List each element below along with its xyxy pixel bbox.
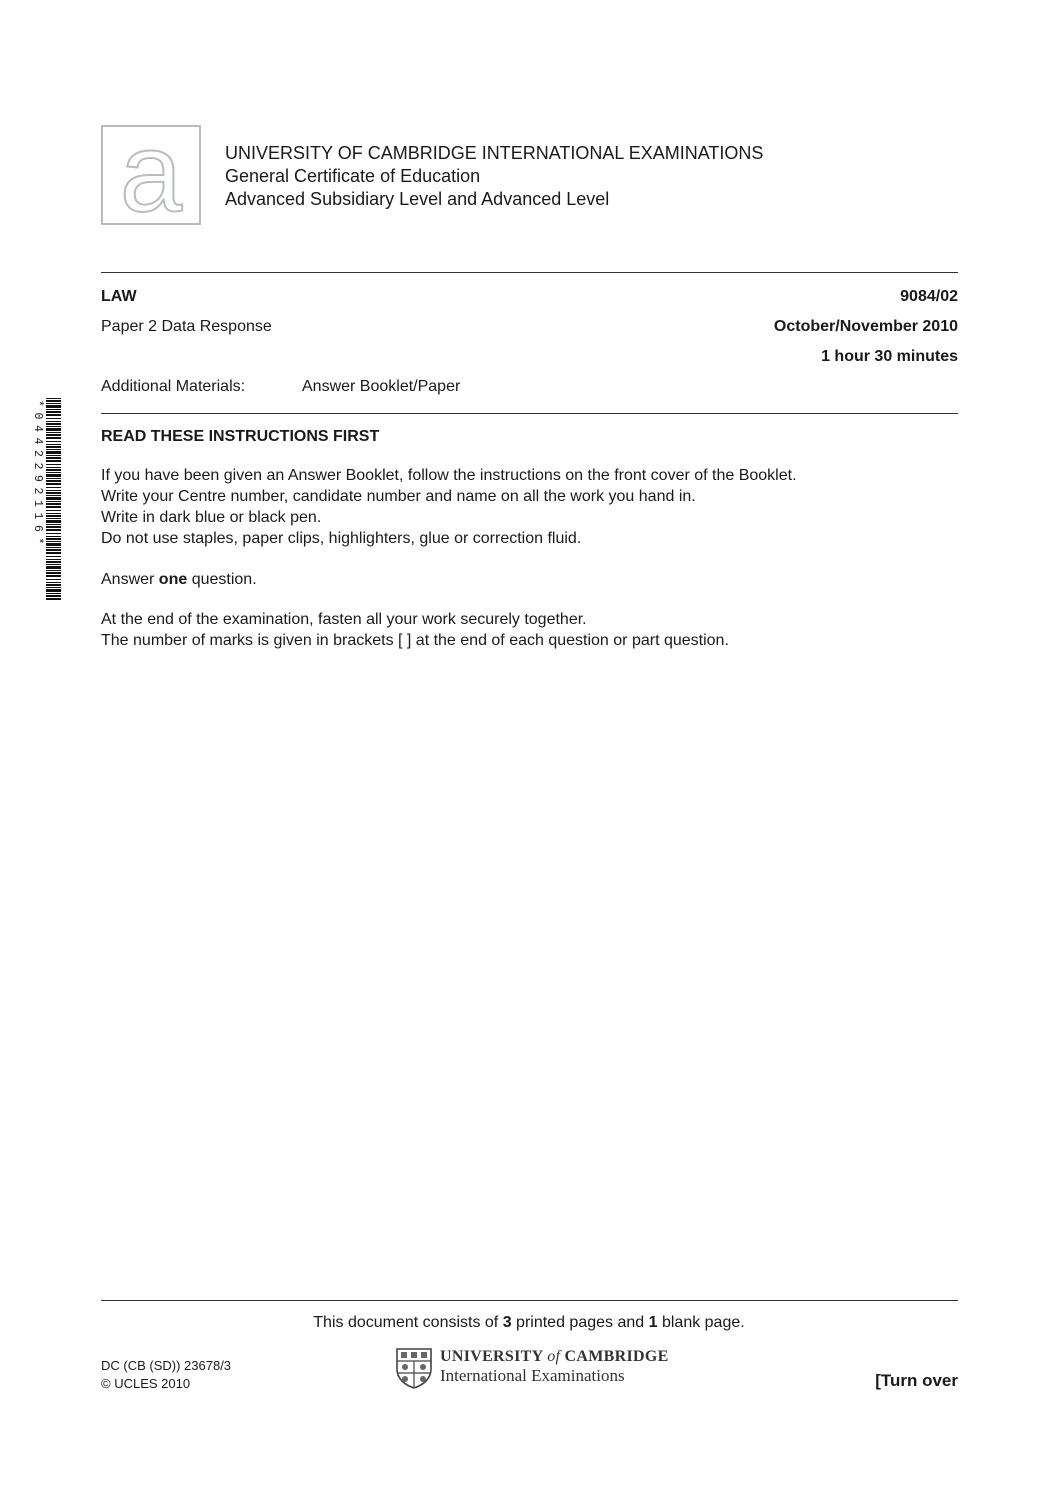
certificate-name: General Certificate of Education [225, 166, 481, 186]
barcode-bar [46, 543, 61, 546]
answer-pre: Answer [101, 571, 159, 588]
barcode-bar [46, 566, 61, 569]
answer-instruction [101, 569, 257, 590]
cie-logo [101, 110, 201, 235]
copyright-notice: © UCLES 2010 [101, 1376, 191, 1391]
barcode-bar [46, 467, 61, 468]
barcode-bar [46, 529, 61, 531]
barcode-bar [46, 495, 61, 496]
barcode-bar [46, 570, 61, 571]
instruction-line: Write in dark blue or black pen. [101, 509, 322, 526]
barcode-bar [46, 572, 61, 574]
barcode-bar [46, 515, 61, 517]
barcode-bar [46, 575, 61, 577]
instructions-list [101, 465, 797, 549]
barcode-bar [46, 541, 61, 542]
barcode-bar [46, 564, 61, 565]
barcode-bar [46, 492, 61, 494]
barcode-text: *0442292116* [31, 400, 44, 551]
end-instructions [101, 609, 729, 651]
level-name: Advanced Subsidiary Level and Advanced Level [225, 189, 610, 209]
institution-name: UNIVERSITY OF CAMBRIDGE INTERNATIONAL EXAMINATIONS [225, 143, 764, 163]
materials-label: Additional Materials: [101, 378, 246, 395]
cambridge-crest-icon [395, 1347, 433, 1389]
instruction-line: Write your Centre number, candidate number and name on all the work you hand in. [101, 488, 696, 505]
ucles-cambridge: CAMBRIDGE [560, 1348, 669, 1365]
pages-pre: This document consists of [313, 1314, 503, 1331]
barcode-bar [46, 547, 61, 548]
cie-logo-letter: a [119, 110, 183, 235]
barcode-bar [46, 449, 61, 450]
barcode-bar [46, 437, 61, 439]
barcode-bar [46, 483, 61, 485]
header-divider [101, 272, 958, 273]
barcode-bar [46, 501, 61, 502]
document-code: DC (CB (SD)) 23678/3 [101, 1358, 232, 1373]
barcode-bar [46, 441, 61, 442]
barcode-bar [46, 533, 61, 534]
barcode-bar [46, 426, 61, 427]
barcode-bar [46, 518, 61, 519]
barcode-bar [46, 414, 61, 416]
barcode-bar [46, 400, 61, 402]
barcode-bar [46, 526, 61, 528]
blank-page-count: 1 [648, 1314, 658, 1331]
footer-divider [101, 1300, 958, 1301]
barcode-bar [46, 579, 61, 580]
barcode-bar [46, 398, 61, 399]
page-count-note [0, 1313, 1058, 1333]
barcode-bar [46, 428, 61, 431]
barcode-bar [46, 418, 61, 419]
barcode-bar [46, 513, 61, 514]
barcode-bar [46, 403, 61, 404]
barcode-bar [46, 451, 61, 454]
instruction-line: The number of marks is given in brackets [ ] at the end of each question or part question. [101, 632, 729, 649]
barcode-bar [46, 587, 61, 588]
barcode-bar [46, 552, 61, 554]
barcode-bar [46, 538, 61, 540]
barcode-bar [46, 503, 61, 505]
barcode-bar [46, 469, 61, 471]
barcode-bar [46, 506, 61, 508]
pages-post: blank page. [657, 1314, 745, 1331]
barcode-bar [46, 434, 61, 436]
barcode-bar [46, 446, 61, 448]
barcode-bar [46, 598, 61, 600]
barcode-bar [46, 474, 61, 477]
cie-logo-mark [103, 110, 199, 235]
barcode-bar [46, 444, 61, 445]
turn-over-note: [Turn over [875, 1371, 958, 1390]
barcode-graphic [33, 398, 61, 600]
barcode-bar [46, 480, 61, 482]
barcode-bar [46, 536, 61, 537]
barcode-bar [46, 510, 61, 511]
barcode-bar [46, 455, 61, 456]
barcode-bar [46, 409, 61, 410]
ucles-wordmark [440, 1347, 669, 1386]
barcode-bar [46, 411, 61, 413]
barcode-bar [46, 582, 61, 583]
barcode-bar [46, 593, 61, 594]
barcode-bar [46, 472, 61, 473]
barcode-bars [46, 398, 61, 600]
barcode-bar [46, 487, 61, 488]
barcode-bar [46, 524, 61, 525]
barcode-bar [46, 464, 61, 465]
barcode-bar [46, 584, 61, 586]
materials-value: Answer Booklet/Paper [302, 378, 461, 395]
barcode-bar [46, 556, 61, 557]
barcode-bar [46, 457, 61, 459]
barcode-bar [46, 589, 61, 592]
barcode-bar [46, 478, 61, 479]
barcode-bar [46, 559, 61, 560]
instruction-line: Do not use staples, paper clips, highlighters, glue or correction fluid. [101, 530, 582, 547]
barcode-bar [46, 549, 61, 551]
ucles-international-examinations: International Examinations [440, 1366, 625, 1385]
barcode-bar [46, 595, 61, 597]
exam-board-header [225, 142, 763, 211]
ucles-of: of [547, 1348, 561, 1365]
document-reference [101, 1357, 231, 1393]
barcode-bar [46, 460, 61, 462]
barcode-bar [46, 561, 61, 563]
answer-post: question. [187, 571, 257, 588]
pages-mid: printed pages and [511, 1314, 649, 1331]
printed-page-count: 3 [502, 1314, 512, 1331]
ucles-university: UNIVERSITY [440, 1348, 548, 1365]
exam-duration: 1 hour 30 minutes [821, 348, 958, 365]
barcode-bar [46, 421, 61, 422]
paper-code: 9084/02 [900, 288, 958, 305]
instruction-line: At the end of the examination, fasten all your work securely together. [101, 611, 587, 628]
answer-count: one [158, 571, 188, 588]
instruction-line: If you have been given an Answer Booklet, follow the instructions on the front cover of the Booklet. [101, 467, 797, 484]
instructions-heading: READ THESE INSTRUCTIONS FIRST [101, 428, 380, 445]
barcode-bar [46, 520, 61, 523]
paper-title: Paper 2 Data Response [101, 318, 272, 335]
barcode-bar [46, 405, 61, 408]
barcode-bar [46, 490, 61, 491]
subject-title: LAW [101, 288, 137, 305]
details-divider [101, 413, 958, 414]
exam-session: October/November 2010 [773, 318, 958, 335]
barcode-bar [46, 432, 61, 433]
barcode-bar [46, 497, 61, 500]
barcode-bar [46, 423, 61, 425]
candidate-barcode [33, 398, 61, 600]
